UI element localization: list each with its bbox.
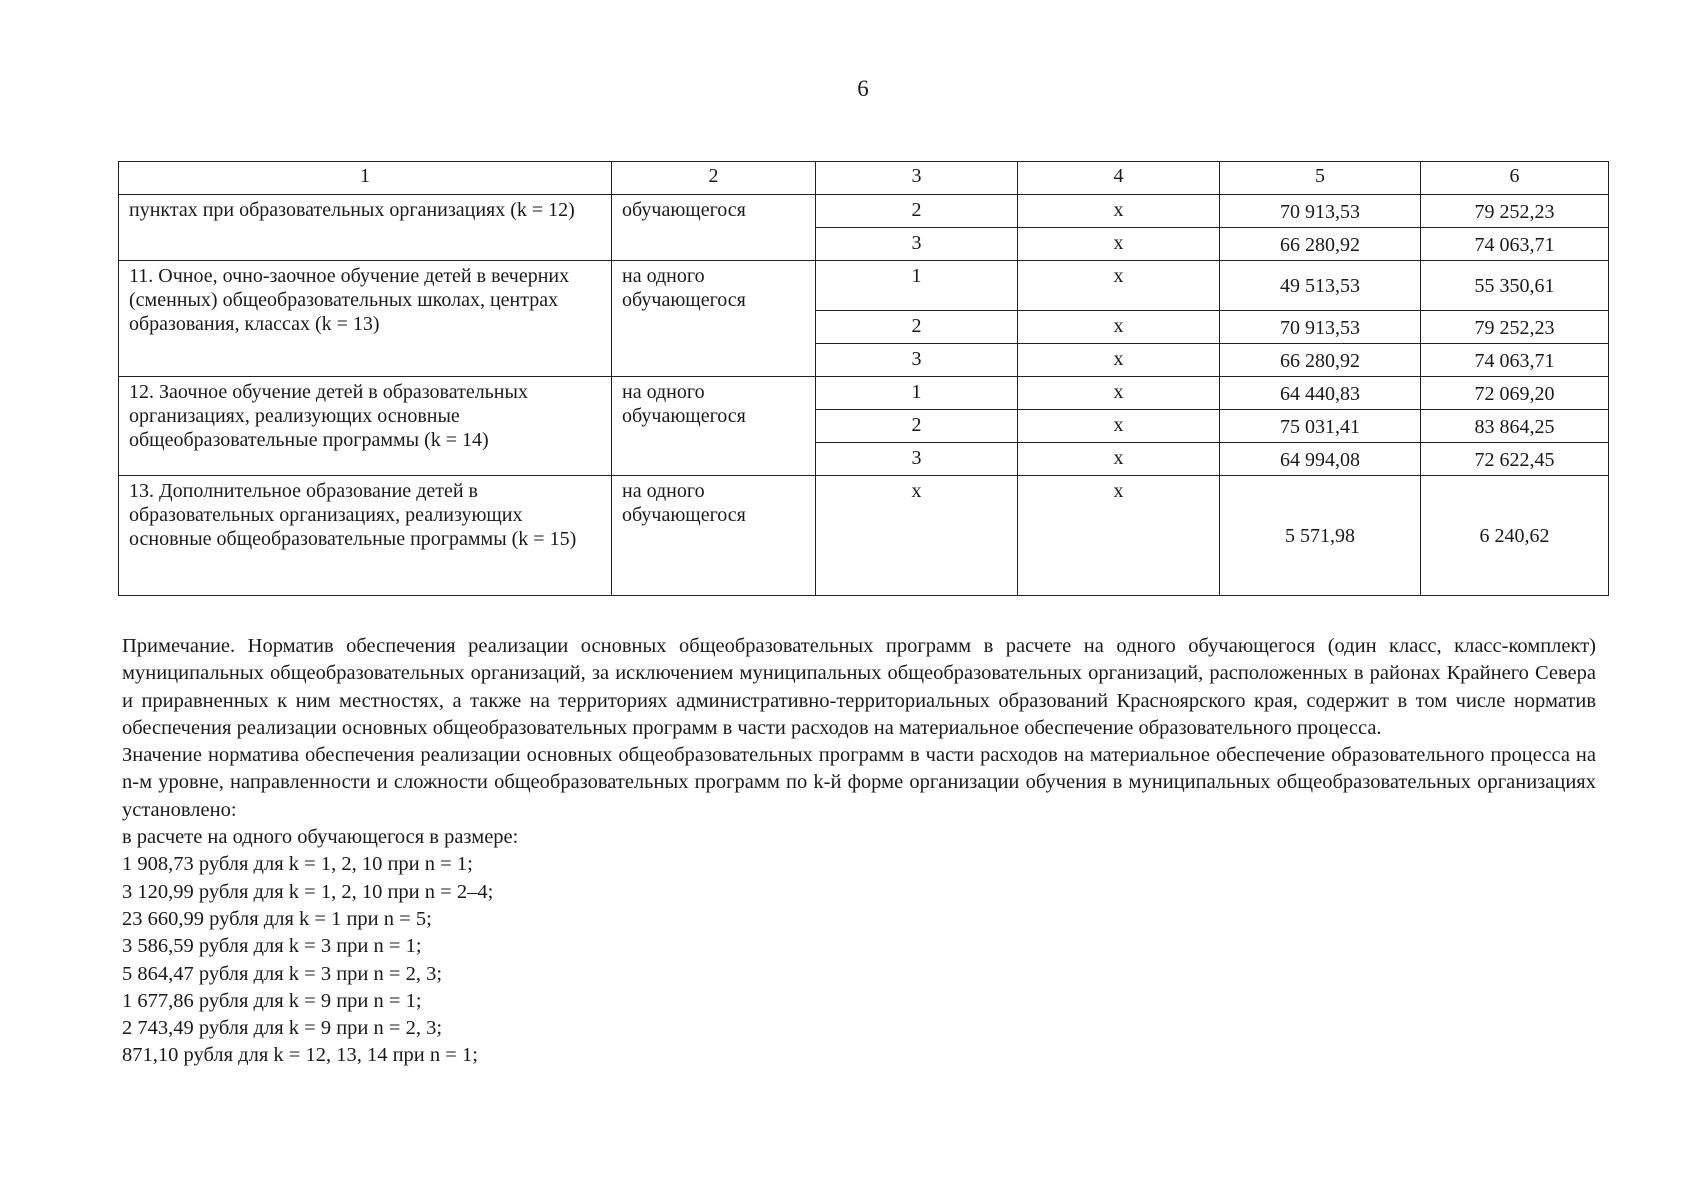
column-header: 2 — [612, 162, 816, 195]
norm-value-col5: 64 440,83 — [1220, 377, 1421, 410]
list-item: 2 743,49 рубля для k = 9 при n = 2, 3; — [122, 1017, 443, 1040]
calculation-unit: на одного обучающегося — [612, 476, 816, 596]
norm-value-col6: 72 622,45 — [1421, 443, 1609, 476]
norm-value-col5: 70 913,53 — [1220, 311, 1421, 344]
norm-value-col5: 49 513,53 — [1220, 261, 1421, 311]
program-description: 13. Дополнительное образование детей в образовательных организациях, реализующих основные общеобразовательные программы (k = 15) — [119, 476, 612, 596]
list-item: 1 677,86 рубля для k = 9 при n = 1; — [122, 989, 422, 1012]
col4-cell: x — [1018, 311, 1220, 344]
column-header: 5 — [1220, 162, 1421, 195]
table-row — [119, 476, 1609, 596]
level-cell: 2 — [816, 410, 1018, 443]
norm-value-col5: 64 994,08 — [1220, 443, 1421, 476]
calculation-unit: на одного обучающегося — [612, 261, 816, 377]
col4-cell: x — [1018, 344, 1220, 377]
norm-value-col6: 83 864,25 — [1421, 410, 1609, 443]
norm-value-col6: 74 063,71 — [1421, 344, 1609, 377]
level-cell: 3 — [816, 228, 1018, 261]
norm-value-col6: 72 069,20 — [1421, 377, 1609, 410]
col4-cell: x — [1018, 228, 1220, 261]
column-header: 6 — [1421, 162, 1609, 195]
norm-value-paragraph: Значение норматива обеспечения реализации основных общеобразовательных программ в части расходов на материальное обеспечение образовательного процесса на n-м уровне, направленности и сложности общеобразовательных программ по k-й форме организации обучения в муниципальных общеобразовательных организациях установлено: — [122, 744, 1596, 821]
program-description: 11. Очное, очно-заочное обучение детей в вечерних (сменных) общеобразовательных школах, центрах образования, классах (k = 13) — [119, 261, 612, 377]
norm-value-col5: 75 031,41 — [1220, 410, 1421, 443]
list-item: 3 586,59 рубля для k = 3 при n = 1; — [122, 935, 422, 958]
program-description: 12. Заочное обучение детей в образовательных организациях, реализующих основные общеобразовательные программы (k = 14) — [119, 377, 612, 476]
norms-table — [118, 161, 1609, 596]
col4-cell: x — [1018, 261, 1220, 311]
level-cell: 1 — [816, 377, 1018, 410]
column-header: 3 — [816, 162, 1018, 195]
column-header: 1 — [119, 162, 612, 195]
norm-value-col5: 66 280,92 — [1220, 228, 1421, 261]
norm-value-col5: 5 571,98 — [1220, 476, 1421, 596]
list-item: 5 864,47 рубля для k = 3 при n = 2, 3; — [122, 962, 443, 985]
col4-cell: x — [1018, 476, 1220, 596]
col4-cell: x — [1018, 377, 1220, 410]
list-item: 23 660,99 рубля для k = 1 при n = 5; — [122, 907, 432, 930]
calculation-unit: обучающегося — [612, 195, 816, 261]
calculation-unit: на одного обучающегося — [612, 377, 816, 476]
note-intro: в расчете на одного обучающегося в размере: — [122, 826, 519, 849]
note-section — [122, 633, 1596, 1070]
norm-value-col6: 79 252,23 — [1421, 311, 1609, 344]
level-cell: 3 — [816, 443, 1018, 476]
col4-cell: x — [1018, 410, 1220, 443]
col4-cell: x — [1018, 443, 1220, 476]
level-cell: 1 — [816, 261, 1018, 311]
level-cell: x — [816, 476, 1018, 596]
column-header: 4 — [1018, 162, 1220, 195]
list-item: 871,10 рубля для k = 12, 13, 14 при n = 1; — [122, 1044, 478, 1067]
program-description: пунктах при образовательных организациях (k = 12) — [119, 195, 612, 261]
norm-value-col5: 66 280,92 — [1220, 344, 1421, 377]
list-item: 1 908,73 рубля для k = 1, 2, 10 при n = 1; — [122, 853, 473, 876]
level-cell: 2 — [816, 195, 1018, 228]
level-cell: 3 — [816, 344, 1018, 377]
norm-value-col6: 79 252,23 — [1421, 195, 1609, 228]
table-row — [119, 261, 1609, 311]
table-row — [119, 377, 1609, 410]
norm-value-col6: 6 240,62 — [1421, 476, 1609, 596]
norm-value-col5: 70 913,53 — [1220, 195, 1421, 228]
table-header-row — [119, 162, 1609, 195]
list-item: 3 120,99 рубля для k = 1, 2, 10 при n = 2–4; — [122, 880, 494, 903]
note-paragraph: Примечание. Норматив обеспечения реализации основных общеобразовательных программ в расчете на одного обучающегося (один класс, класс-комплект) муниципальных общеобразовательных организаций, за исключением муниципальных общеобразовательных организаций, расположенных в районах Крайнего Севера и приравненных к ним местностях, а также на территориях административно-территориальных образований Красноярского края, содержит в том числе норматив обеспечения реализации основных общеобразовательных программ в части расходов на материальное обеспечение образовательного процесса. — [122, 635, 1596, 739]
table-row — [119, 195, 1609, 228]
norm-value-col6: 55 350,61 — [1421, 261, 1609, 311]
norm-value-col6: 74 063,71 — [1421, 228, 1609, 261]
col4-cell: x — [1018, 195, 1220, 228]
page-number: 6 — [857, 76, 869, 101]
level-cell: 2 — [816, 311, 1018, 344]
